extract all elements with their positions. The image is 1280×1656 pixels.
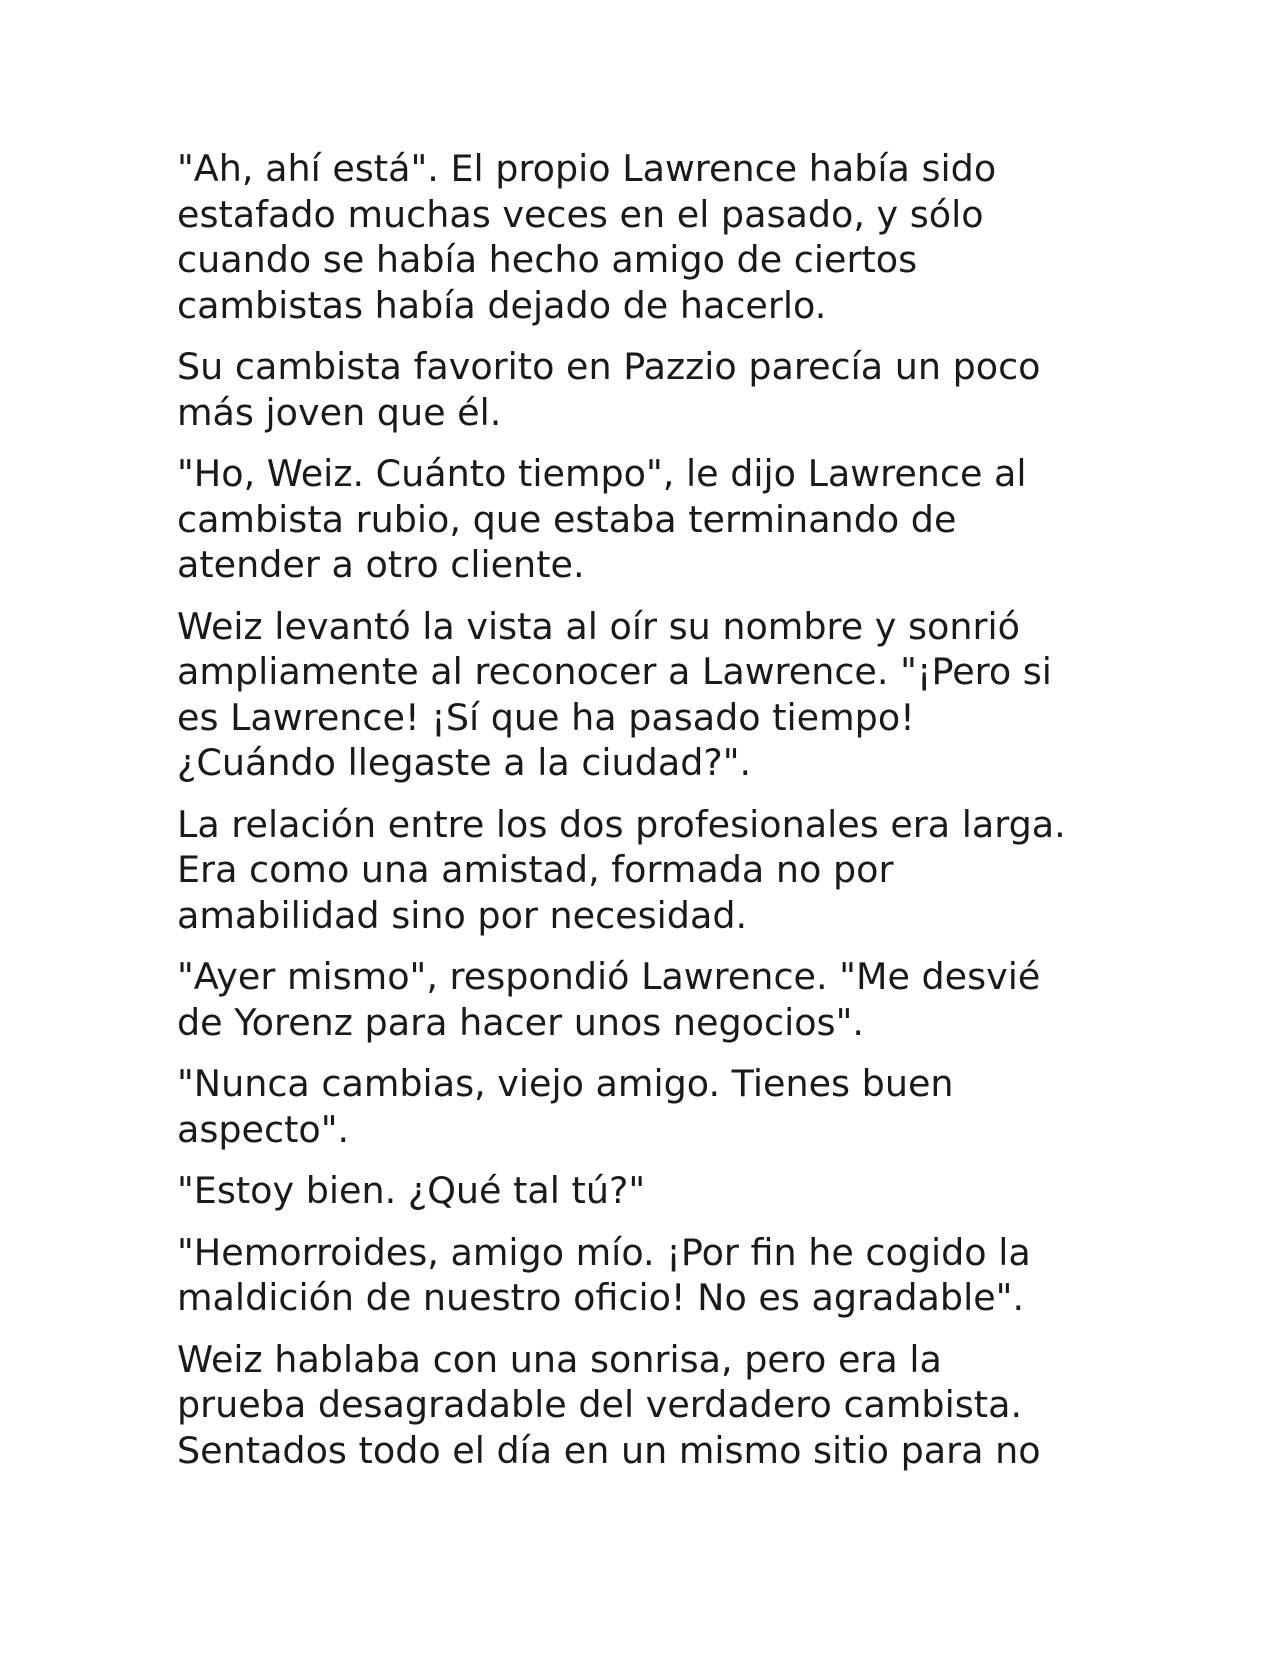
paragraph-10: Weiz hablaba con una sonrisa, pero era la prueba desagradable del verdadero cambista. Sentados todo el día en un mismo sitio para no: [177, 1337, 1041, 1472]
paragraph-5: La relación entre los dos profesionales era larga. Era como una amistad, formada no por amabilidad sino por necesidad.: [177, 802, 1066, 937]
paragraph-1: "Ah, ahí está". El propio Lawrence había sido estafado muchas veces en el pasado, y sólo cuando se había hecho amigo de ciertos cambistas había dejado de hacerlo.: [177, 147, 997, 327]
paragraph-9: "Hemorroides, amigo mío. ¡Por fin he cogido la maldición de nuestro oficio! No es agradable".: [177, 1230, 1031, 1319]
paragraph-2: Su cambista favorito en Pazzio parecía un poco más joven que él.: [177, 345, 1041, 434]
paragraph-6: "Ayer mismo", respondió Lawrence. "Me desvié de Yorenz para hacer unos negocios".: [177, 955, 1041, 1044]
paragraph-8: "Estoy bien. ¿Qué tal tú?": [177, 1169, 646, 1212]
paragraph-3: "Ho, Weiz. Cuánto tiempo", le dijo Lawrence al cambista rubio, que estaba terminando de atender a otro cliente.: [177, 452, 1027, 586]
document-page: [177, 146, 1217, 1489]
paragraph-4: Weiz levantó la vista al oír su nombre y sonrió ampliamente al reconocer a Lawrence. "¡Pero si es Lawrence! ¡Sí que ha pasado tiempo! ¿Cuándo llegaste a la ciudad?".: [177, 604, 1052, 784]
paragraph-7: "Nunca cambias, viejo amigo. Tienes buen aspecto".: [177, 1062, 954, 1151]
